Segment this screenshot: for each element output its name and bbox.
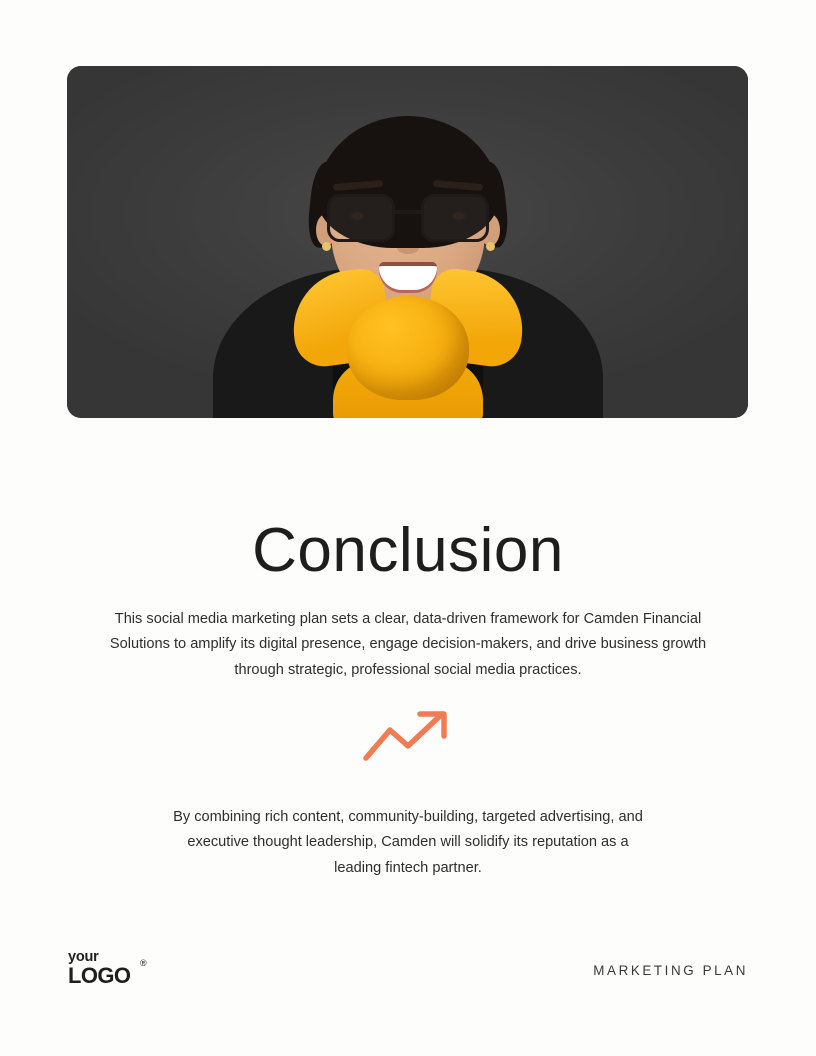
body-paragraph-1: This social media marketing plan sets a clear, data-driven framework for Camden Financial Solutions to amplify its digital presence, engage decision-makers, and drive business growth through strategic, professional social media practices. <box>109 610 707 678</box>
eye-right <box>452 212 465 220</box>
hero-image <box>67 66 748 418</box>
earring-left <box>322 242 331 251</box>
earring-right <box>486 242 495 251</box>
logo-line-2: LOGO <box>68 962 131 988</box>
logo <box>68 950 158 992</box>
logo-line-1: your <box>68 949 99 965</box>
growth-arrow-icon <box>362 708 454 764</box>
scarf-knot <box>347 296 469 400</box>
eye-left <box>351 212 364 220</box>
footer-label: MARKETING PLAN <box>593 963 748 978</box>
portrait-illustration <box>198 66 618 418</box>
registered-trademark-icon: ® <box>140 958 147 968</box>
glasses-bridge <box>393 210 423 214</box>
page-title: Conclusion <box>252 515 564 585</box>
body-paragraph-2: By combining rich content, community-building, targeted advertising, and executive thought leadership, Camden will solidify its reputation as a leading fintech partner. <box>173 808 643 876</box>
yellow-scarf <box>294 272 522 418</box>
eyeglasses-icon <box>327 194 489 240</box>
